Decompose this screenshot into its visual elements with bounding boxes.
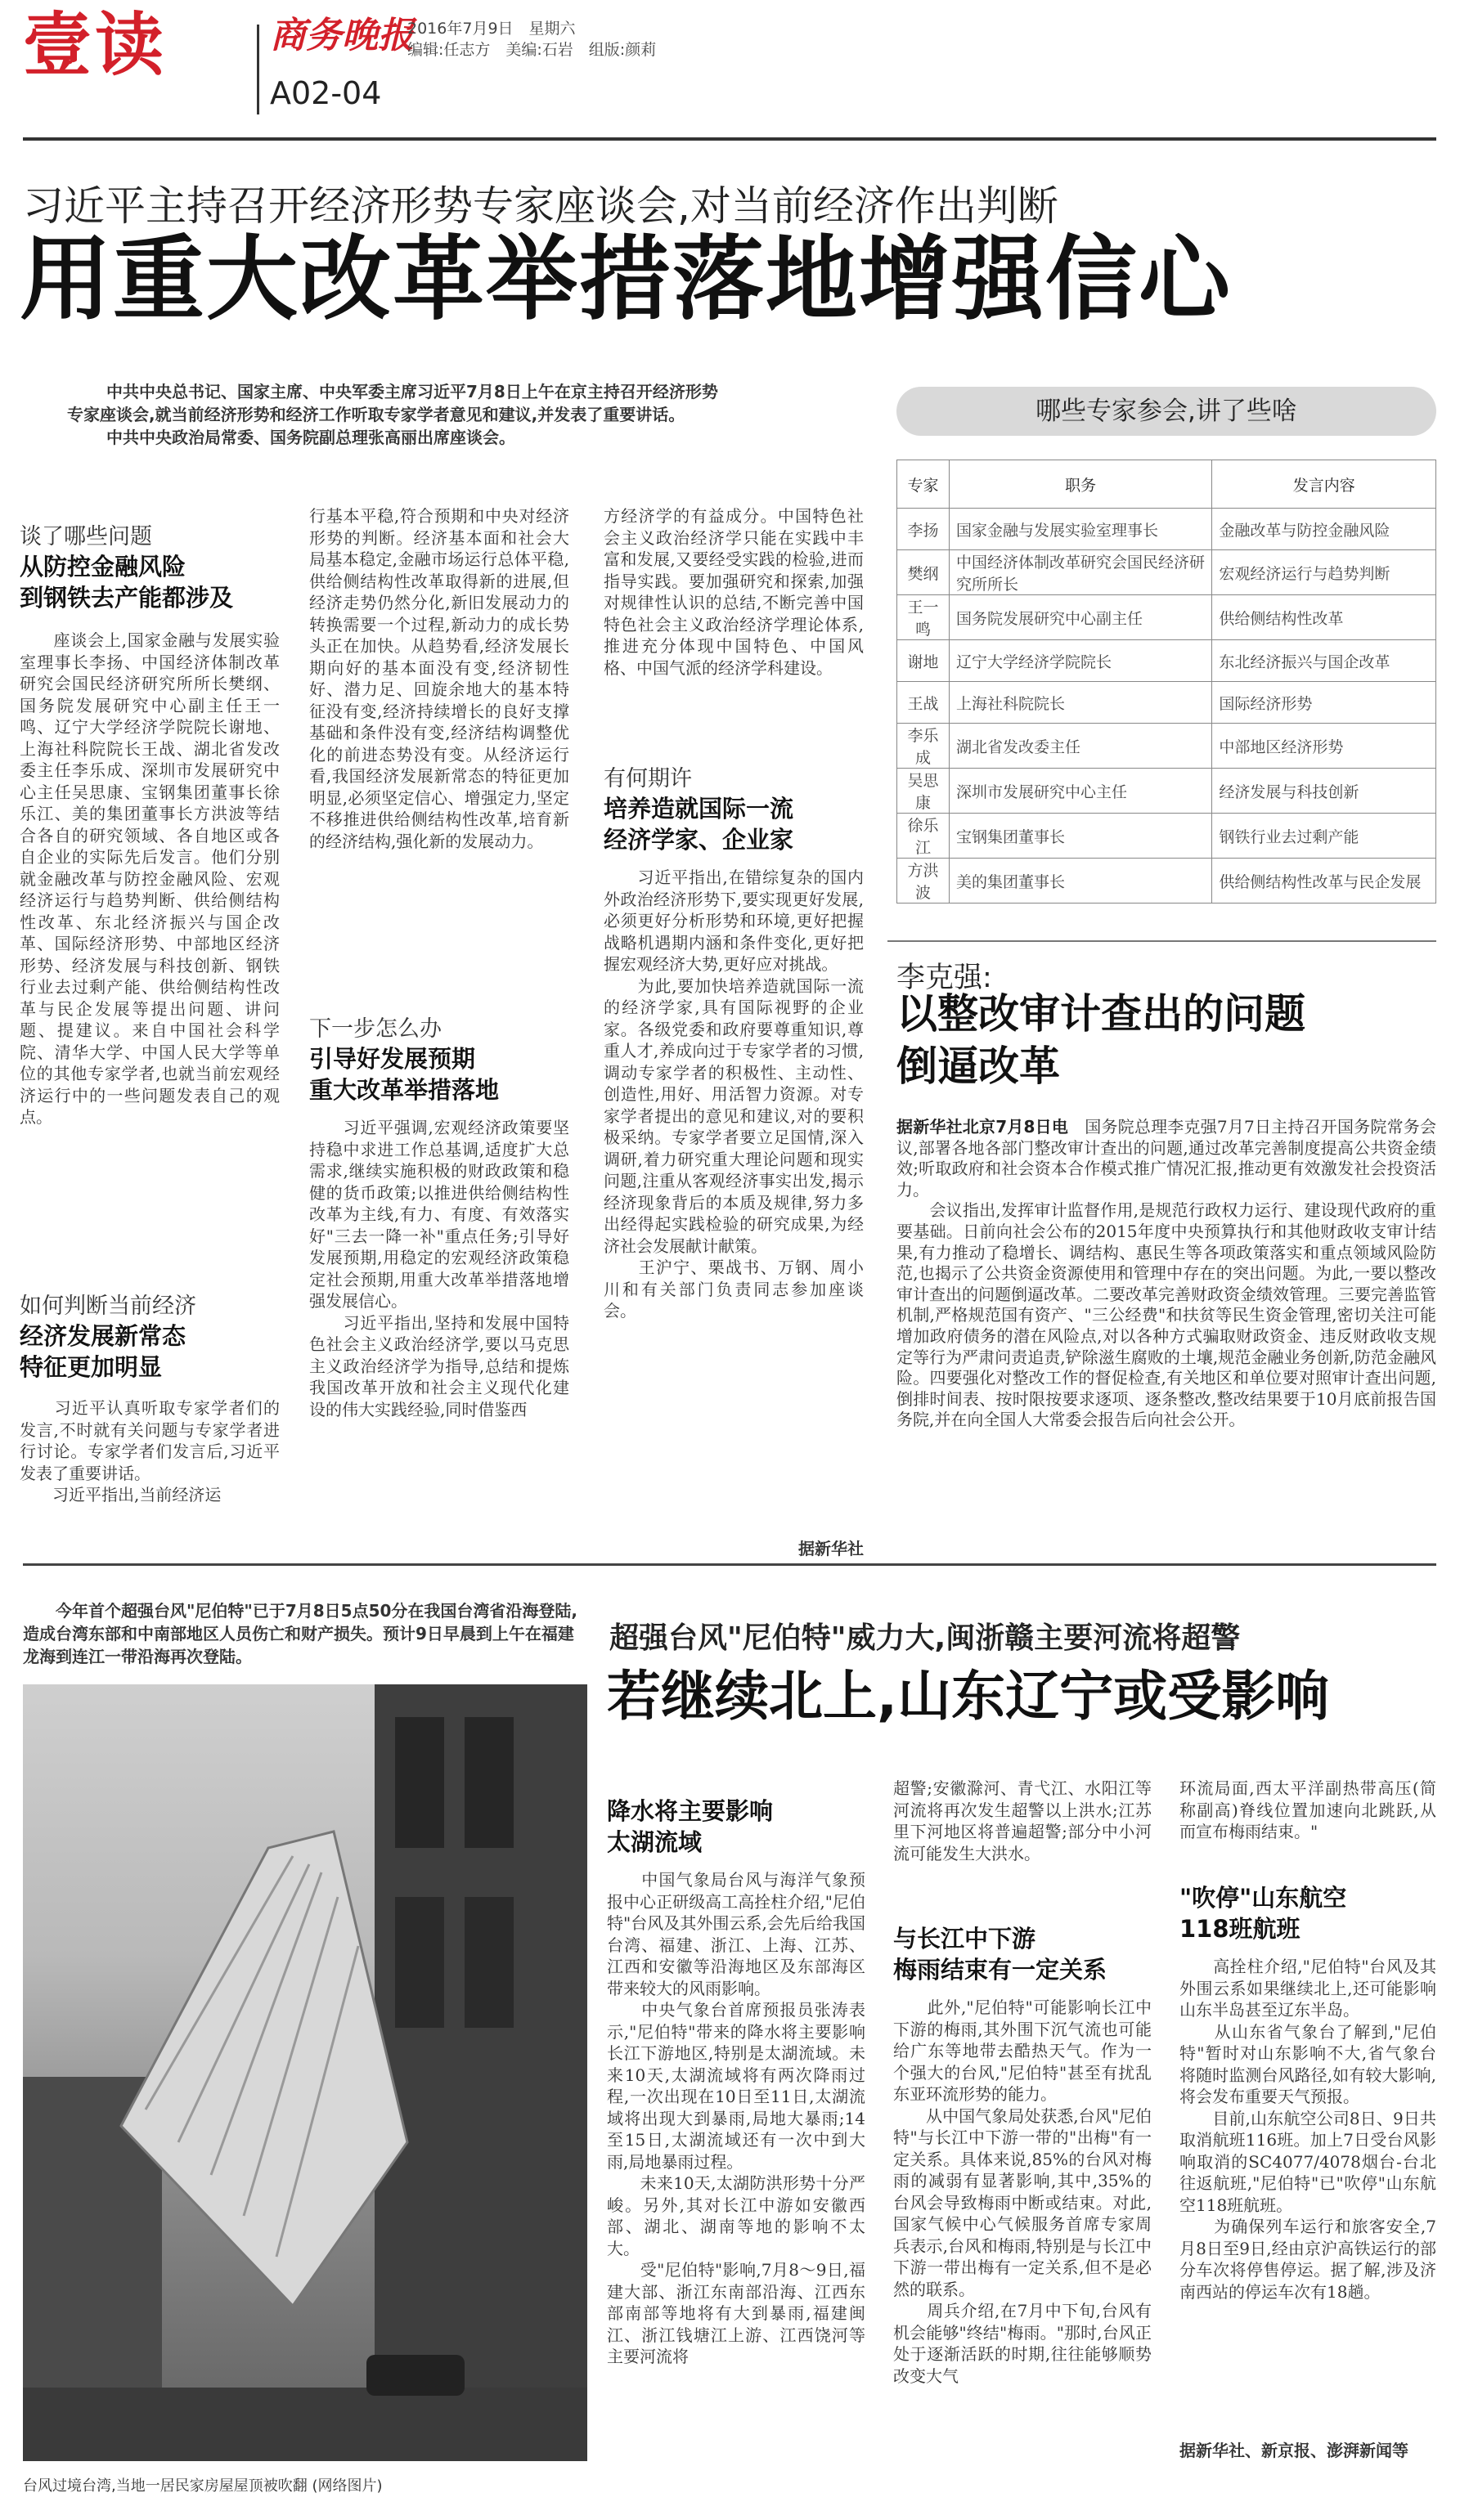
article-body: 习近平指出,在错综复杂的国内外政治经济形势下,要实现更好发展,必须更好分析形势和环境,更好把握战略机遇期内涵和条件变化,更好把握宏观经济大势,更好应对挑战。 为此,要加快培养造就国际一流的经济学家,具有国际视野的企业家。各级党委和政府要尊重知识,尊重人才,养成向过于专家学者的习惯,调动专家学者的积极性、主动性、创造性,用好、用活智力资源。对专家学者提出的意见和建议,对的要积极采纳。专家学者要立足国情,深入调研,着力研究重大理论问题和现实问题,注重从客观经济事实出发,揭示经济现象背后的本质及规律,努力多出经得起实践检验的研究成果,为经济社会发展献计献策。 王沪宁、栗战书、万钢、周小川和有关部门负责同志参加座谈会。 <box>604 868 864 1321</box>
section-head: "吹停"山东航空 118班航班 <box>1179 1884 1347 1943</box>
expert-name-cell: 王一鸣 <box>897 595 950 640</box>
story1-kicker: 习近平主持召开经济形势专家座谈会,对当前经济作出判断 <box>23 182 1058 230</box>
section-head: 降水将主要影响 太湖流域 <box>607 1797 774 1856</box>
expert-name-cell: 李乐成 <box>897 724 950 769</box>
expert-topic-cell: 经济发展与科技创新 <box>1212 769 1436 814</box>
story2-body-wrap <box>896 1117 1436 1542</box>
table-header-row <box>897 460 1436 509</box>
article-body: 此外,"尼伯特"可能影响长江中下游的梅雨,其外围下沉气流也可能给广东等地带去酷热天气。作为一个强大的台风,"尼伯特"甚至有扰乱东亚环流形势的能力。 从中国气象局处获悉,台风"尼伯特"与长江中下游一带的"出梅"有一定关系。具体来说,85%的台风对梅雨的减弱有显著影响,其中,35%的台风会导致梅雨中断或结束。对此,国家气候中心气候服务首席专家周兵表示,台风和梅雨,特别是与长江中下游一带出梅有一定关系,但不是必然的联系。 周兵介绍,在7月中下旬,台风有机会能够"终结"梅雨。"那时,台风正处于逐渐活跃的时期,往往能够顺势改变大气 <box>893 1998 1152 2386</box>
photo-caption: 台风过境台湾,当地一居民家房屋屋顶被吹翻 (网络图片) <box>23 2477 383 2495</box>
story1-col1 <box>20 523 280 1553</box>
article-body: 环流局面,西太平洋副热带高压(简称副高)脊线位置加速向北跳跃,从而宣布梅雨结束。" <box>1179 1778 1436 1841</box>
section-subhead: 有何期许 <box>604 766 692 791</box>
expert-name-cell: 李扬 <box>897 509 950 550</box>
street <box>23 2388 587 2461</box>
section-title: 壹读 <box>23 5 168 85</box>
col-header-expert: 专家 <box>897 460 950 509</box>
article-body: 中国气象局台风与海洋气象预报中心正研级高工高拴柱介绍,"尼伯特"台风及其外围云系,会先后给我国台湾、福建、浙江、上海、江苏、江西和安徽等沿海地区及东部海区带来较大的风雨影响。 中央气象台首席预报员张涛表示,"尼伯特"带来的降水将主要影响长江下游地区,特别是太湖流域。未来10天,太湖流域将有两次降雨过程,一次出现在10日至11日,太湖流域将出现大到暴雨,局地大暴雨;14至15日,太湖流域还有一次中到大雨,局地暴雨过程。 未来10天,太湖防洪形势十分严峻。另外,其对长江中游如安徽西部、湖北、湖南等地的影响不太大。 受"尼伯特"影响,7月8～9日,福建大部、浙江东南部沿海、江西东部南部等地将有大到暴雨,福建闽江、浙江钱塘江上游、江西饶河等主要河流将 <box>607 1870 865 2366</box>
section-divider <box>23 1563 1436 1566</box>
story1-col2 <box>309 505 569 1624</box>
masthead-rule <box>23 137 1436 141</box>
source-credit: 据新华社 <box>798 1539 864 1558</box>
table-row <box>897 814 1436 859</box>
lead-line-2: 专家座谈会,就当前经济形势和经济工作听取专家学者意见和建议,并发表了重要讲话。 <box>67 405 685 424</box>
expert-name-cell: 方洪波 <box>897 859 950 904</box>
col-header-topic: 发言内容 <box>1212 460 1436 509</box>
expert-topic-cell: 钢铁行业去过剩产能 <box>1212 814 1436 859</box>
expert-title-cell: 美的集团董事长 <box>949 859 1211 904</box>
section-head: 培养造就国际一流 经济学家、企业家 <box>604 795 794 854</box>
page-number: A02-04 <box>270 75 382 111</box>
experts-table <box>896 460 1436 904</box>
table-row <box>897 595 1436 640</box>
expert-topic-cell: 国际经济形势 <box>1212 682 1436 724</box>
story3-col1 <box>607 1796 865 2507</box>
house-roof-illustration <box>23 1684 587 2461</box>
article-body: 座谈会上,国家金融与发展实验室理事长李扬、中国经济体制改革研究会国民经济研究所所长樊纲、国务院发展研究中心副主任王一鸣、辽宁大学经济学院院长谢地、上海社科院院长王战、湖北省发改委主任李乐成、深圳市发展研究中心主任吴思康、宝钢集团董事长徐乐江、美的集团董事长方洪波等结合各自的研究领域、各自地区或各自企业的实际先后发言。他们分别就金融改革与防控金融风险、宏观经济运行与趋势判断、供给侧结构性改革、东北经济振兴与国企改革、国际经济形势、中部地区经济形势、经济发展与科技创新、钢铁行业去过剩产能、供给侧结构性改革与民企发展等提出问题、讲问题、提建议。来自中国社会科学院、清华大学、中国人民大学等单位的其他专家学者,也就当前宏观经济运行中的一些问题发表自己的观点。 <box>20 630 280 1127</box>
article-body: 行基本平稳,符合预期和中央对经济形势的判断。经济基本面和社会大局基本稳定,金融市场运行总体平稳,供给侧结构性改革取得新的进展,但经济走势仍然分化,新旧发展动力的转换需要一个过程,新动力的成长势头正在加快。从趋势看,经济发展长期向好的基本面没有变,经济韧性好、潜力足、回旋余地大的基本特征没有变,经济持续增长的良好支撑基础和条件没有变,经济结构调整优化的前进态势没有变。从经济运行看,我国经济发展新常态的特征更加明显,必须坚定信心、增强定力,坚定不移推进供给侧结构性改革,培育新的经济结构,强化新的发展动力。 <box>309 506 569 851</box>
article-body: 高拴柱介绍,"尼伯特"台风及其外围云系如果继续北上,还可能影响山东半岛甚至辽东半岛。 从山东省气象台了解到,"尼伯特"暂时对山东影响不大,省气象台将随时监测台风路径,如有较大影响,将会发布重要天气预报。 目前,山东航空公司8日、9日共取消航班116班。加上7日受台风影响取消的SC4077/4078烟台-台北往返航班,"尼伯特"已"吹停"山东航空118班航班。 为确保列车运行和旅客安全,7月8日至9日,经由京沪高铁运行的部分车次将停售停运。据了解,涉及济南西站的停运车次有18趟。 <box>1179 1957 1436 2302</box>
roof-sheet <box>121 1832 407 2306</box>
expert-topic-cell: 宏观经济运行与趋势判断 <box>1212 550 1436 595</box>
dateline: 据新华社北京7月8日电 <box>896 1117 1069 1137</box>
expert-topic-cell: 中部地区经济形势 <box>1212 724 1436 769</box>
section-head: 经济发展新常态 特征更加明显 <box>20 1322 186 1381</box>
column-divider <box>887 940 1436 942</box>
expert-title-cell: 上海社科院院长 <box>949 682 1211 724</box>
table-row <box>897 509 1436 550</box>
expert-name-cell: 樊纲 <box>897 550 950 595</box>
paper-logo: 商务晚报 <box>270 15 414 56</box>
section-head: 引导好发展预期 重大改革举措落地 <box>309 1045 500 1104</box>
lead-line-3: 中共中央政治局常委、国务院副总理张高丽出席座谈会。 <box>106 428 515 447</box>
car <box>366 2355 465 2396</box>
source-credit: 据新华社、新京报、澎湃新闻等 <box>1179 2441 1408 2460</box>
expert-title-cell: 中国经济体制改革研究会国民经济研究所所长 <box>949 550 1211 595</box>
story3-lead: 今年首个超强台风"尼伯特"已于7月8日5点50分在我国台湾省沿海登陆,造成台湾东部和中南部地区人员伤亡和财产损失。预计9日早晨到上午在福建龙海到连江一带沿海再次登陆。 <box>23 1601 578 1666</box>
article-body: 方经济学的有益成分。中国特色社会主义政治经济学只能在实践中丰富和发展,又要经受实践的检验,进而指导实践。要加强研究和探索,加强对规律性认识的总结,不断完善中国特色社会主义政治经济学理论体系,推进充分体现中国特色、中国风格、中国气派的经济学科建设。 <box>604 506 864 678</box>
col-header-title: 职务 <box>949 460 1211 509</box>
typhoon-photo <box>23 1684 587 2461</box>
table-row <box>897 550 1436 595</box>
table-row <box>897 769 1436 814</box>
expert-name-cell: 徐乐江 <box>897 814 950 859</box>
section-subhead: 下一步怎么办 <box>309 1016 442 1042</box>
editor-credits: 编辑:任志方 美编:石岩 组版:颜莉 <box>407 41 657 59</box>
expert-title-cell: 辽宁大学经济学院院长 <box>949 640 1211 682</box>
article-body: 习近平强调,宏观经济政策要坚持稳中求进工作总基调,适度扩大总需求,继续实施积极的财政政策和稳健的货币政策;以推进供给侧结构性改革为主线,有力、有度、有效落实好"三去一降一补"重点任务;引导好发展预期,用稳定的宏观经济政策稳定社会预期,用重大改革举措落地增强发展信心。 习近平指出,坚持和发展中国特色社会主义政治经济学,要以马克思主义政治经济学为指导,总结和提炼我国改革开放和社会主义现代化建设的伟大实践经验,同时借鉴西 <box>309 1118 569 1419</box>
article-body: 超警;安徽滁河、青弋江、水阳江等河流将再次发生超警以上洪水;江苏里下河地区将普遍超警;部分中小河流可能发生大洪水。 <box>893 1778 1152 1863</box>
expert-name-cell: 吴思康 <box>897 769 950 814</box>
table-row <box>897 859 1436 904</box>
section-head: 与长江中下游 梅雨结束有一定关系 <box>893 1925 1107 1984</box>
story3-col2 <box>893 1778 1152 2520</box>
expert-title-cell: 湖北省发改委主任 <box>949 724 1211 769</box>
expert-topic-cell: 东北经济振兴与国企改革 <box>1212 640 1436 682</box>
story3-col3 <box>1179 1778 1436 2462</box>
expert-name-cell: 王战 <box>897 682 950 724</box>
expert-title-cell: 国务院发展研究中心副主任 <box>949 595 1211 640</box>
experts-banner <box>896 387 1436 436</box>
table-row <box>897 640 1436 682</box>
article-body <box>896 1117 1436 1542</box>
section-subhead: 谈了哪些问题 <box>20 524 152 549</box>
experts-banner-text: 哪些专家参会,讲了些啥 <box>1035 397 1297 426</box>
story3-headline: 若继续北上,山东辽宁或受影响 <box>607 1665 1330 1728</box>
story3-kicker: 超强台风"尼伯特"威力大,闽浙赣主要河流将超警 <box>609 1621 1241 1655</box>
lead-line-1: 中共中央总书记、国家主席、中央军委主席习近平7月8日上午在京主持召开经济形势 <box>106 382 718 401</box>
section-head: 从防控金融风险 到钢铁去产能都涉及 <box>20 553 234 612</box>
expert-topic-cell: 供给侧结构性改革与民企发展 <box>1212 859 1436 904</box>
story1-lead <box>67 380 826 449</box>
masthead-divider <box>257 25 259 114</box>
story1-col3 <box>604 505 864 1559</box>
expert-title-cell: 国家金融与发展实验室理事长 <box>949 509 1211 550</box>
table-row <box>897 682 1436 724</box>
expert-title-cell: 深圳市发展研究中心主任 <box>949 769 1211 814</box>
issue-date: 2016年7月9日 星期六 <box>407 20 576 38</box>
section-subhead: 如何判断当前经济 <box>20 1294 196 1319</box>
article-body: 习近平认真听取专家学者们的发言,不时就有关问题与专家学者进行讨论。专家学者们发言后,习近平发表了重要讲话。 习近平指出,当前经济运 <box>20 1398 280 1504</box>
story2-kicker: 李克强: <box>896 962 992 994</box>
expert-name-cell: 谢地 <box>897 640 950 682</box>
story1-headline: 用重大改革举措落地增强信心 <box>20 226 1232 333</box>
expert-topic-cell: 金融改革与防控金融风险 <box>1212 509 1436 550</box>
story2-headline: 以整改审计查出的问题 倒逼改革 <box>896 990 1305 1090</box>
article-text: 国务院总理李克强7月7日主持召开国务院常务会议,部署各地各部门整改审计查出的问题,通过改革完善制度提高公共资金绩效;听取政府和社会资本合作模式推广情况汇报,推动更有效激发社会投资活力。 会议指出,发挥审计监督作用,是规范行政权力运行、建设现代政府的重要基础。日前向社会公布的2015年度中央预算执行和其他财政收支审计结果,有力推动了稳增长、调结构、惠民生等各项政策落实和重点领域风险防范,也揭示了公共资金资源使用和管理中存在的突出问题。为此,一要以整改审计查出的问题倒逼改革。二要改革完善财政资金绩效管理。三要完善监管机制,严格规范国有资产、"三公经费"和扶贫等民生资金管理,密切关注可能增加政府债务的潜在风险点,对以各种方式骗取财政资金、违反财政收支规定等行为严肃问责追责,铲除滋生腐败的土壤,规范金融业务创新,防范金融风险。四要强化对整改工作的督促检查,有关地区和单位要对照审计查出问题,倒排时间表、按时限按要求逐项、逐条整改,整改结果要于10月底前报告国务院,并在向全国人大常委会报告后向社会公开。 <box>896 1117 1436 1430</box>
expert-topic-cell: 供给侧结构性改革 <box>1212 595 1436 640</box>
table-row <box>897 724 1436 769</box>
expert-title-cell: 宝钢集团董事长 <box>949 814 1211 859</box>
